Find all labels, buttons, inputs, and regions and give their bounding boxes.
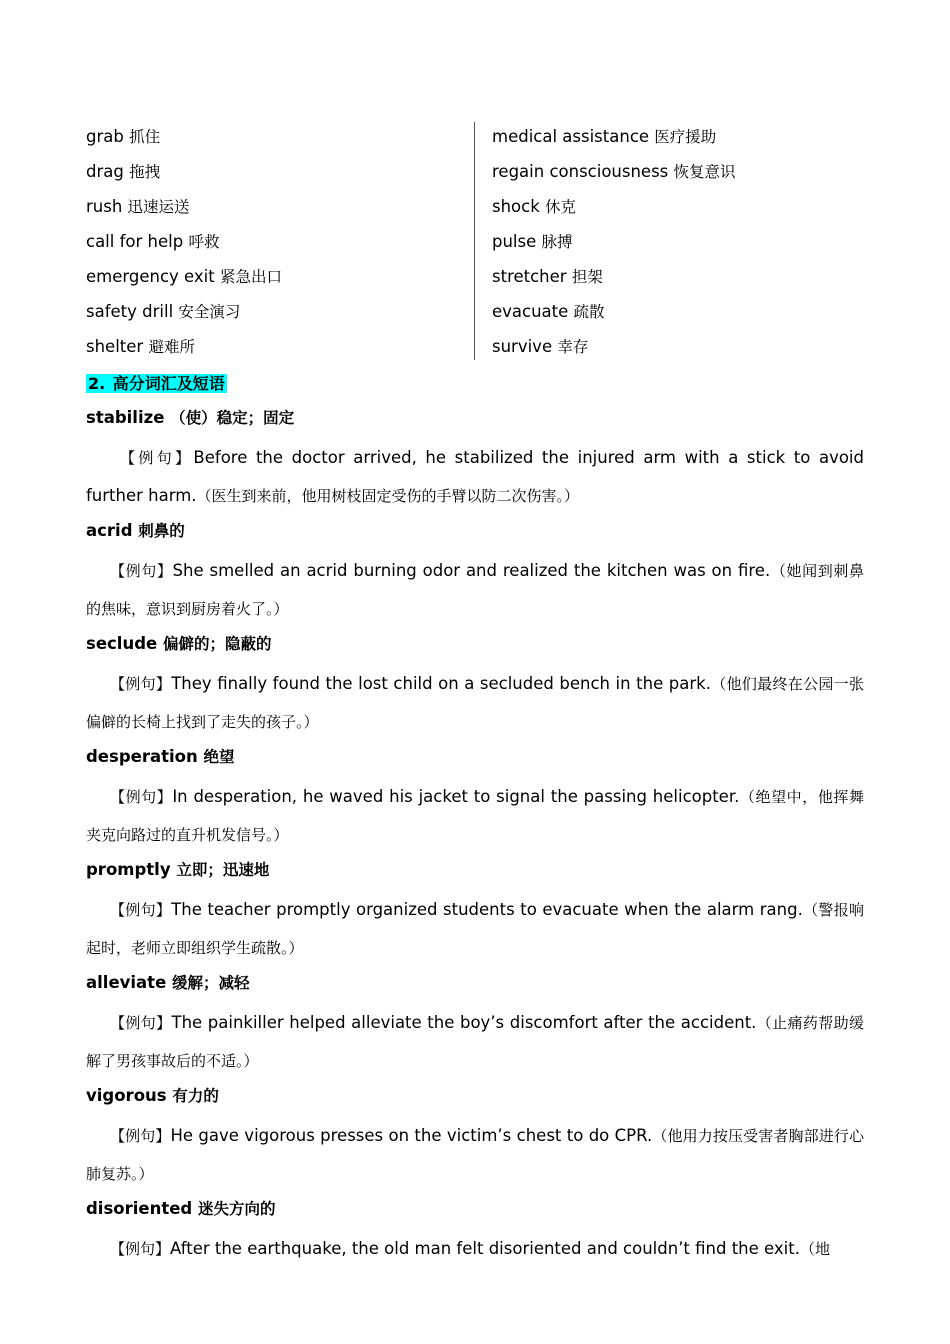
example-zh: （警报响起时，老师立即组织学生疏散。） [86, 901, 864, 957]
entry-headword [86, 855, 864, 891]
example-sentence [86, 665, 864, 741]
column-divider [474, 122, 475, 360]
vocab-en: safety drill [86, 302, 174, 321]
vocab-en: regain consciousness [492, 162, 669, 181]
vocab-item [86, 297, 282, 332]
vocab-zh: 呼救 [188, 233, 220, 251]
example-label: 【例句】 [120, 449, 194, 467]
headword: stabilize [86, 408, 165, 427]
example-en: The teacher promptly organized students to evacuate when the alarm rang. [171, 900, 803, 919]
vocab-en: grab [86, 127, 124, 146]
vocab-item [86, 227, 282, 262]
headword-meaning: 立即；迅速地 [176, 861, 270, 879]
vocab-item [492, 227, 736, 262]
example-label: 【例句】 [110, 901, 172, 919]
vocab-item [492, 122, 736, 157]
vocab-zh: 脉搏 [541, 233, 573, 251]
vocab-item [492, 297, 736, 332]
entry-headword [86, 742, 864, 778]
word-list [86, 368, 864, 1269]
vocab-zh: 恢复意识 [673, 163, 736, 181]
vocab-en: evacuate [492, 302, 569, 321]
vocab-column-right [492, 122, 736, 367]
example-sentence [86, 778, 864, 854]
vocab-en: stretcher [492, 267, 567, 286]
entry-headword [86, 1194, 864, 1230]
example-zh: （地 [799, 1240, 830, 1258]
vocab-en: rush [86, 197, 123, 216]
example-en: They finally found the lost child on a secluded bench in the park. [171, 674, 711, 693]
example-zh: （他们最终在公园一张偏僻的长椅上找到了走失的孩子。） [86, 675, 864, 731]
vocab-en: survive [492, 337, 553, 356]
headword-meaning: 有力的 [172, 1087, 219, 1105]
example-sentence [86, 1230, 864, 1268]
vocab-en: medical assistance [492, 127, 650, 146]
section-number: 2. [88, 374, 106, 393]
headword-meaning: 迷失方向的 [198, 1200, 276, 1218]
example-en: Before the doctor arrived, he stabilized the injured arm with a stick to avoid further harm. [86, 448, 864, 505]
vocabulary-table [86, 122, 866, 362]
headword: acrid [86, 521, 133, 540]
vocab-zh: 幸存 [557, 338, 589, 356]
headword: desperation [86, 747, 198, 766]
vocab-item [492, 332, 736, 367]
section-heading [86, 368, 864, 403]
vocab-zh: 避难所 [148, 338, 195, 356]
headword: vigorous [86, 1086, 167, 1105]
example-label: 【例句】 [110, 562, 173, 580]
entry-headword [86, 968, 864, 1004]
vocab-zh: 医疗援助 [654, 128, 717, 146]
vocab-en: shock [492, 197, 540, 216]
example-en: The painkiller helped alleviate the boy’s discomfort after the accident. [171, 1013, 757, 1032]
vocab-en: shelter [86, 337, 144, 356]
example-en: She smelled an acrid burning odor and realized the kitchen was on fire. [172, 561, 771, 580]
example-sentence [86, 552, 864, 628]
example-sentence [86, 891, 864, 967]
headword-meaning: 缓解；减轻 [172, 974, 250, 992]
headword: disoriented [86, 1199, 193, 1218]
vocab-item [86, 192, 282, 227]
vocab-zh: 抓住 [129, 128, 161, 146]
vocab-zh: 疏散 [573, 303, 605, 321]
example-en: He gave vigorous presses on the victim’s chest to do CPR. [170, 1126, 653, 1145]
example-sentence [86, 439, 864, 515]
example-en: In desperation, he waved his jacket to signal the passing helicopter. [172, 787, 740, 806]
vocab-en: emergency exit [86, 267, 215, 286]
entry-headword [86, 629, 864, 665]
vocab-zh: 担架 [571, 268, 603, 286]
vocab-zh: 迅速运送 [127, 198, 190, 216]
vocab-item [492, 262, 736, 297]
example-label: 【例句】 [110, 788, 173, 806]
headword-meaning: 偏僻的；隐蔽的 [162, 635, 272, 653]
entry-headword [86, 1081, 864, 1117]
vocab-zh: 休克 [545, 198, 577, 216]
example-zh: （绝望中，他挥舞夹克向路过的直升机发信号。） [86, 788, 864, 844]
example-en: After the earthquake, the old man felt disoriented and couldn’t find the exit. [170, 1239, 800, 1258]
section-highlight [86, 374, 227, 393]
headword-meaning: 绝望 [203, 748, 235, 766]
vocab-zh: 拖拽 [129, 163, 161, 181]
headword-meaning: 刺鼻的 [138, 522, 185, 540]
example-label: 【例句】 [110, 1127, 171, 1145]
vocab-column-left [86, 122, 282, 367]
vocab-item [492, 192, 736, 227]
vocab-zh: 安全演习 [178, 303, 241, 321]
example-zh: （她闻到刺鼻的焦味，意识到厨房着火了。） [86, 562, 864, 618]
section-title: 高分词汇及短语 [112, 374, 225, 393]
example-sentence [86, 1117, 864, 1193]
vocab-en: pulse [492, 232, 537, 251]
example-label: 【例句】 [110, 1014, 172, 1032]
headword: promptly [86, 860, 171, 879]
headword: seclude [86, 634, 158, 653]
example-sentence [86, 1004, 864, 1080]
vocab-item [86, 122, 282, 157]
example-label: 【例句】 [110, 1240, 171, 1258]
example-zh: （他用力按压受害者胸部进行心肺复苏。） [86, 1127, 864, 1183]
vocab-item [492, 157, 736, 192]
example-zh: （止痛药帮助缓解了男孩事故后的不适。） [86, 1014, 864, 1070]
vocab-en: call for help [86, 232, 184, 251]
headword: alleviate [86, 973, 167, 992]
entry-headword [86, 516, 864, 552]
entry-headword [86, 403, 864, 439]
vocab-item [86, 262, 282, 297]
example-zh: （医生到来前，他用树枝固定受伤的手臂以防二次伤害。） [196, 487, 580, 505]
vocab-item [86, 157, 282, 192]
vocab-item [86, 332, 282, 367]
vocab-zh: 紧急出口 [219, 268, 282, 286]
vocab-en: drag [86, 162, 124, 181]
example-label: 【例句】 [110, 675, 172, 693]
headword-meaning: （使）稳定；固定 [170, 409, 295, 427]
